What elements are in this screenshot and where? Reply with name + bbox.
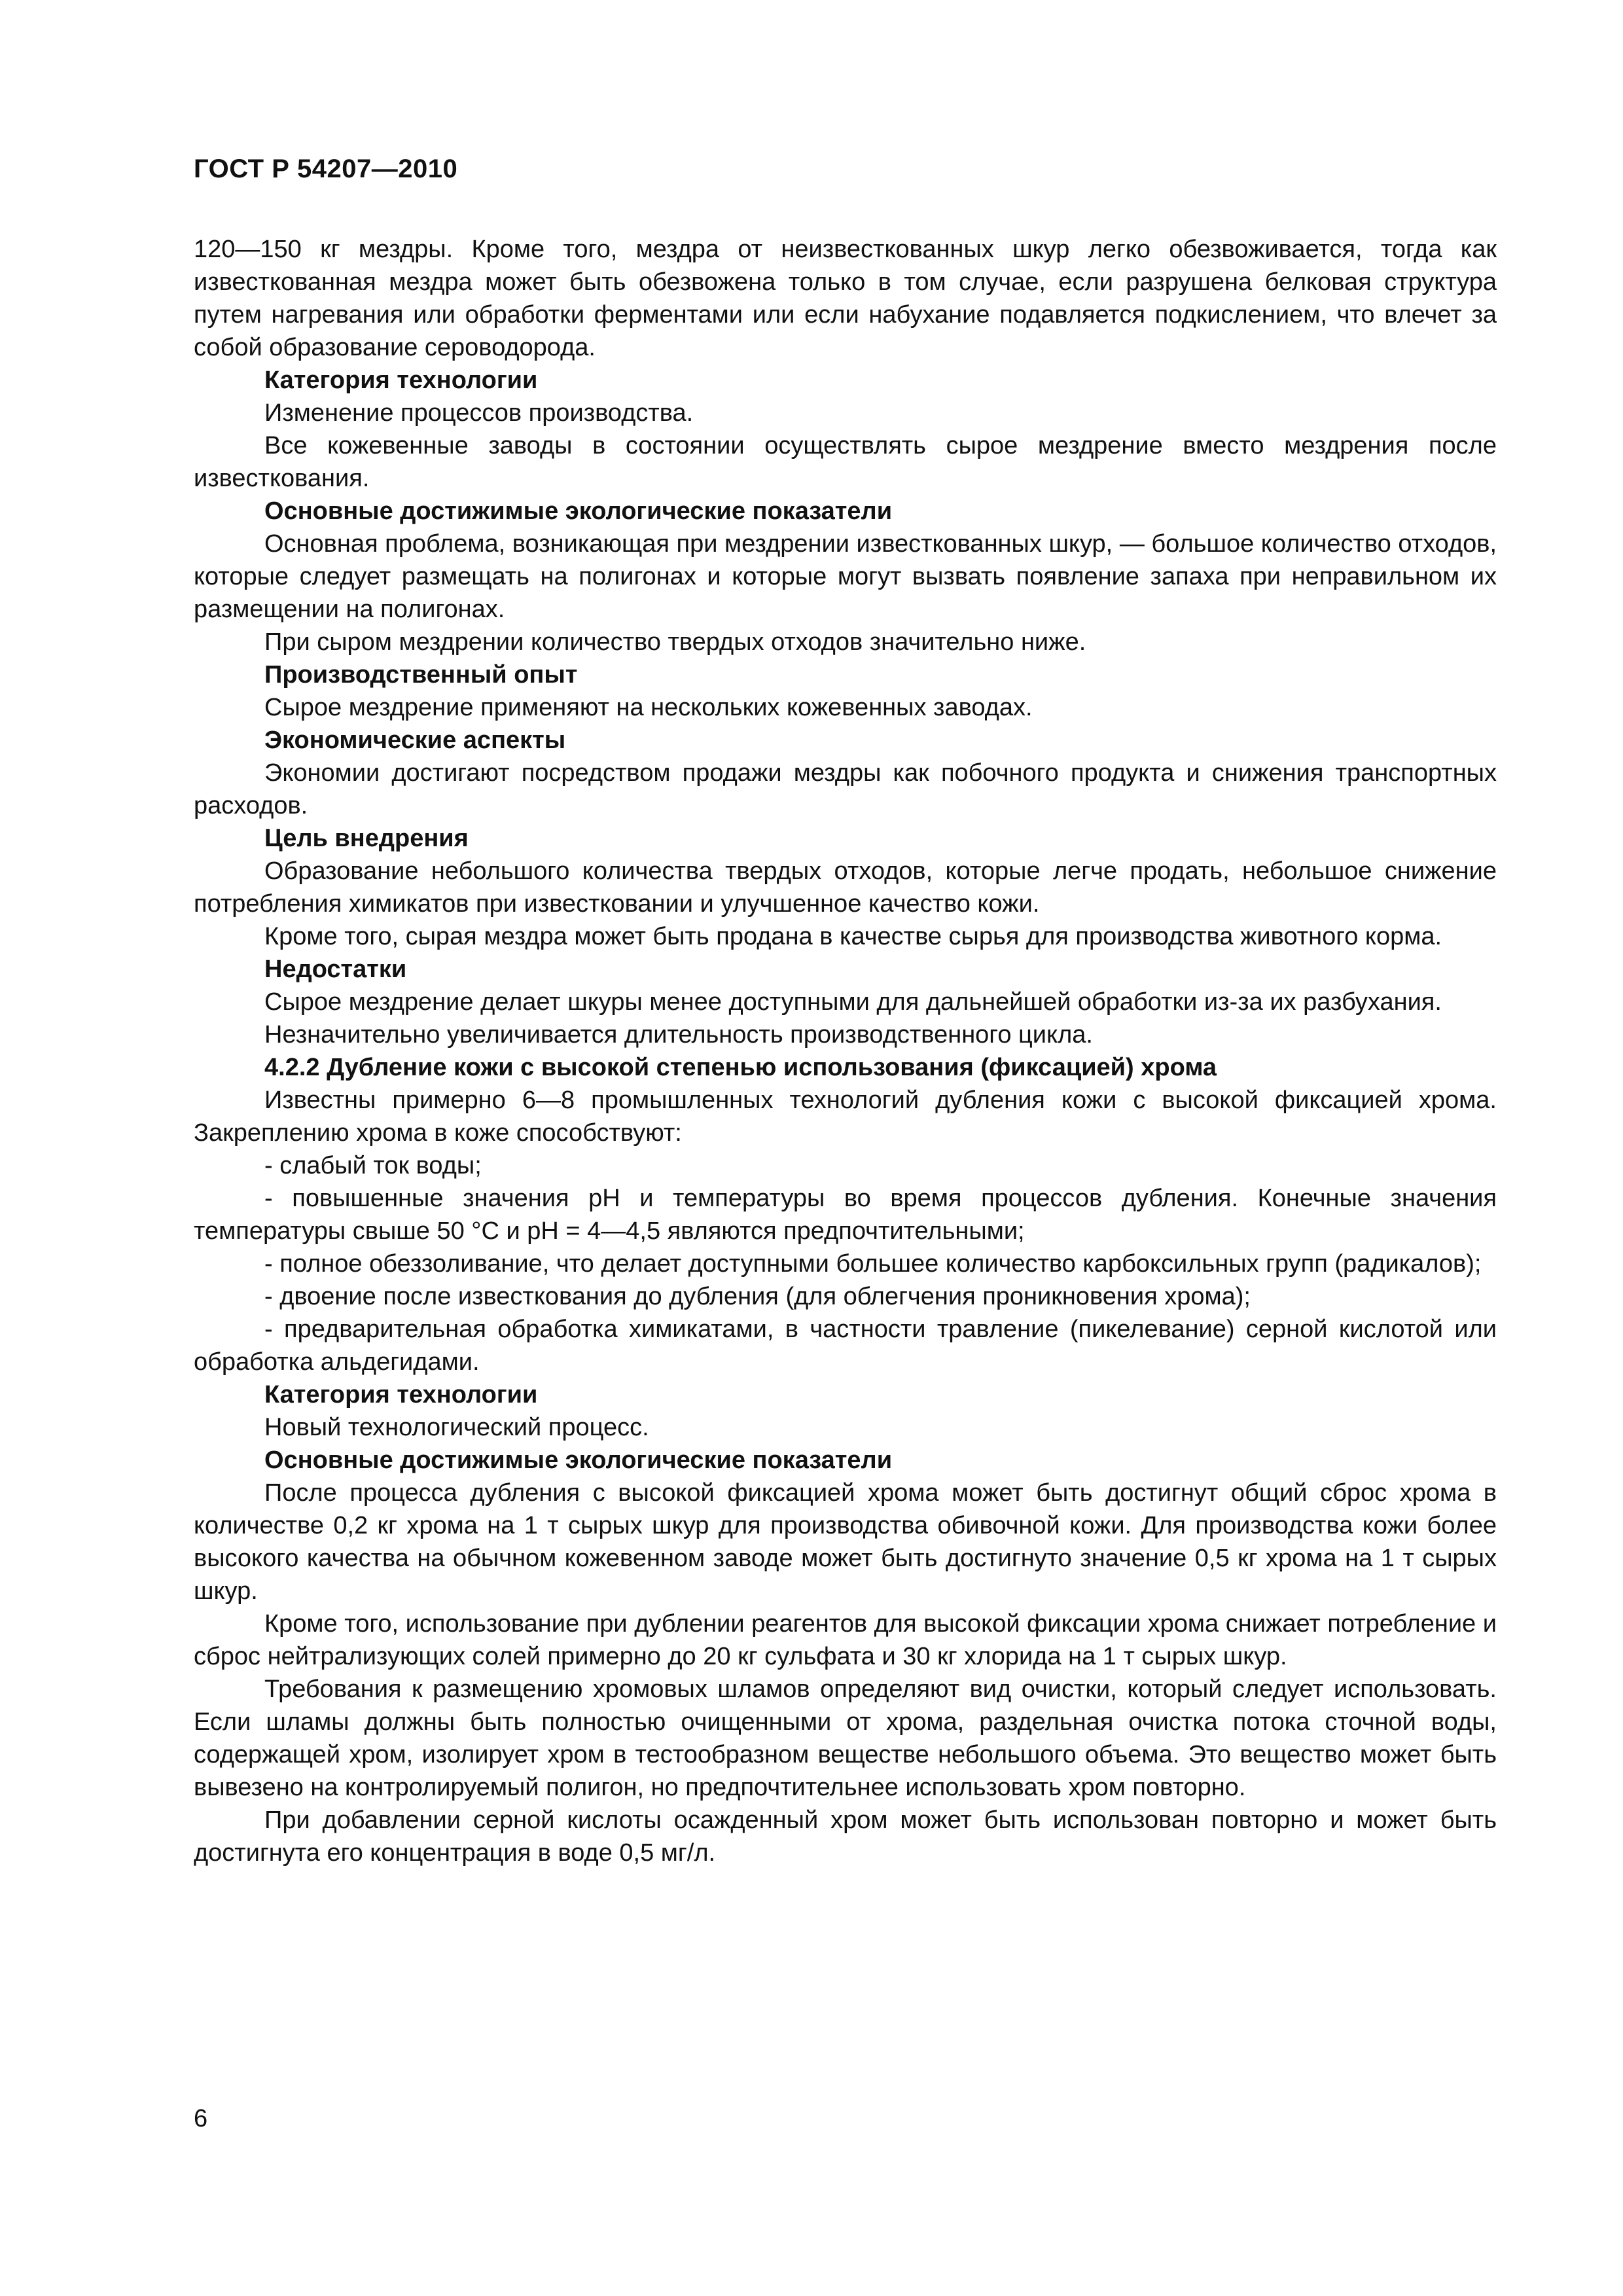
section-heading: Производственный опыт	[264, 661, 578, 689]
paragraph: - двоение после известкования до дубления (для облегчения проникновения хрома);	[264, 1283, 1251, 1310]
paragraph: Экономии достигают посредством продажи мездры как побочного продукта и снижения транспортных расходов.	[194, 759, 1497, 819]
paragraph: Требования к размещению хромовых шламов определяют вид очистки, который следует использовать. Если шламы должны быть полностью очищенными от хрома, раздельная очистка потока сточной воды, содержащей хром, изолирует хром в тестообразном веществе небольшого объема. Это вещество может быть вывезено на контролируемый полигон, но предпочтительнее использовать хром повторно.	[194, 1676, 1497, 1801]
section-heading: Экономические аспекты	[264, 726, 566, 754]
paragraph: Сырое мездрение применяют на нескольких кожевенных заводах.	[264, 694, 1033, 721]
paragraph: Основная проблема, возникающая при мездрении известкованных шкур, — большое количество отходов, которые следует размещать на полигонах и которые могут вызвать появление запаха при неправильном их размещении на полигонах.	[194, 530, 1497, 623]
paragraph: Образование небольшого количества твердых отходов, которые легче продать, небольшое снижение потребления химикатов при известковании и улучшенное качество кожи.	[194, 857, 1497, 918]
paragraph: После процесса дубления с высокой фиксацией хрома может быть достигнут общий сброс хрома в количестве 0,2 кг хрома на 1 т сырых шкур для производства обивочной кожи. Для производства кожи более высокого качества на обычном кожевенном заводе может быть достигнуто значение 0,5 кг хрома на 1 т сырых шкур.	[194, 1479, 1497, 1605]
paragraph: Кроме того, сырая мездра может быть продана в качестве сырья для производства животного корма.	[264, 923, 1442, 950]
section-heading: Категория технологии	[264, 367, 538, 394]
page-number: 6	[194, 2105, 208, 2132]
section-heading: Цель внедрения	[264, 825, 469, 852]
body-text	[194, 233, 1497, 1869]
document-header: ГОСТ Р 54207—2010	[194, 154, 458, 183]
section-heading: 4.2.2 Дубление кожи с высокой степенью использования (фиксацией) хрома	[264, 1054, 1217, 1081]
section-heading: Недостатки	[264, 956, 407, 983]
paragraph: Новый технологический процесс.	[264, 1414, 649, 1441]
paragraph: - повышенные значения рН и температуры во время процессов дубления. Конечные значения температуры свыше 50 °С и рН = 4—4,5 являются предпочтительными;	[194, 1185, 1497, 1245]
paragraph: Незначительно увеличивается длительность производственного цикла.	[264, 1021, 1093, 1049]
section-heading: Категория технологии	[264, 1381, 538, 1408]
section-heading: Основные достижимые экологические показатели	[264, 497, 893, 525]
paragraph: Кроме того, использование при дублении реагентов для высокой фиксации хрома снижает потребление и сброс нейтрализующих солей примерно до 20 кг сульфата и 30 кг хлорида на 1 т сырых шкур.	[194, 1610, 1497, 1670]
paragraph: Сырое мездрение делает шкуры менее доступными для дальнейшей обработки из-за их разбухания.	[264, 988, 1442, 1016]
paragraph: 120—150 кг мездры. Кроме того, мездра от неизвесткованных шкур легко обезвоживается, тогда как известкованная мездра может быть обезвожена только в том случае, если разрушена белковая структура путем нагревания или обработки ферментами или если набухание подавляется подкислением, что влечет за собой образование сероводорода.	[194, 236, 1497, 361]
paragraph: Все кожевенные заводы в состоянии осуществлять сырое мездрение вместо мездрения после известкования.	[194, 432, 1497, 492]
paragraph: - предварительная обработка химикатами, в частности травление (пикелевание) серной кислотой или обработка альдегидами.	[194, 1316, 1497, 1376]
paragraph: - полное обеззоливание, что делает доступными большее количество карбоксильных групп (радикалов);	[264, 1250, 1482, 1278]
paragraph: Изменение процессов производства.	[264, 399, 694, 427]
paragraph: При сыром мездрении количество твердых отходов значительно ниже.	[264, 628, 1086, 656]
paragraph: - слабый ток воды;	[264, 1152, 482, 1179]
paragraph: При добавлении серной кислоты осажденный хром может быть использован повторно и может быть достигнута его концентрация в воде 0,5 мг/л.	[194, 1806, 1497, 1867]
paragraph: Известны примерно 6—8 промышленных технологий дубления кожи с высокой фиксацией хрома. Закреплению хрома в коже способствуют:	[194, 1086, 1497, 1147]
section-heading: Основные достижимые экологические показатели	[264, 1446, 893, 1474]
